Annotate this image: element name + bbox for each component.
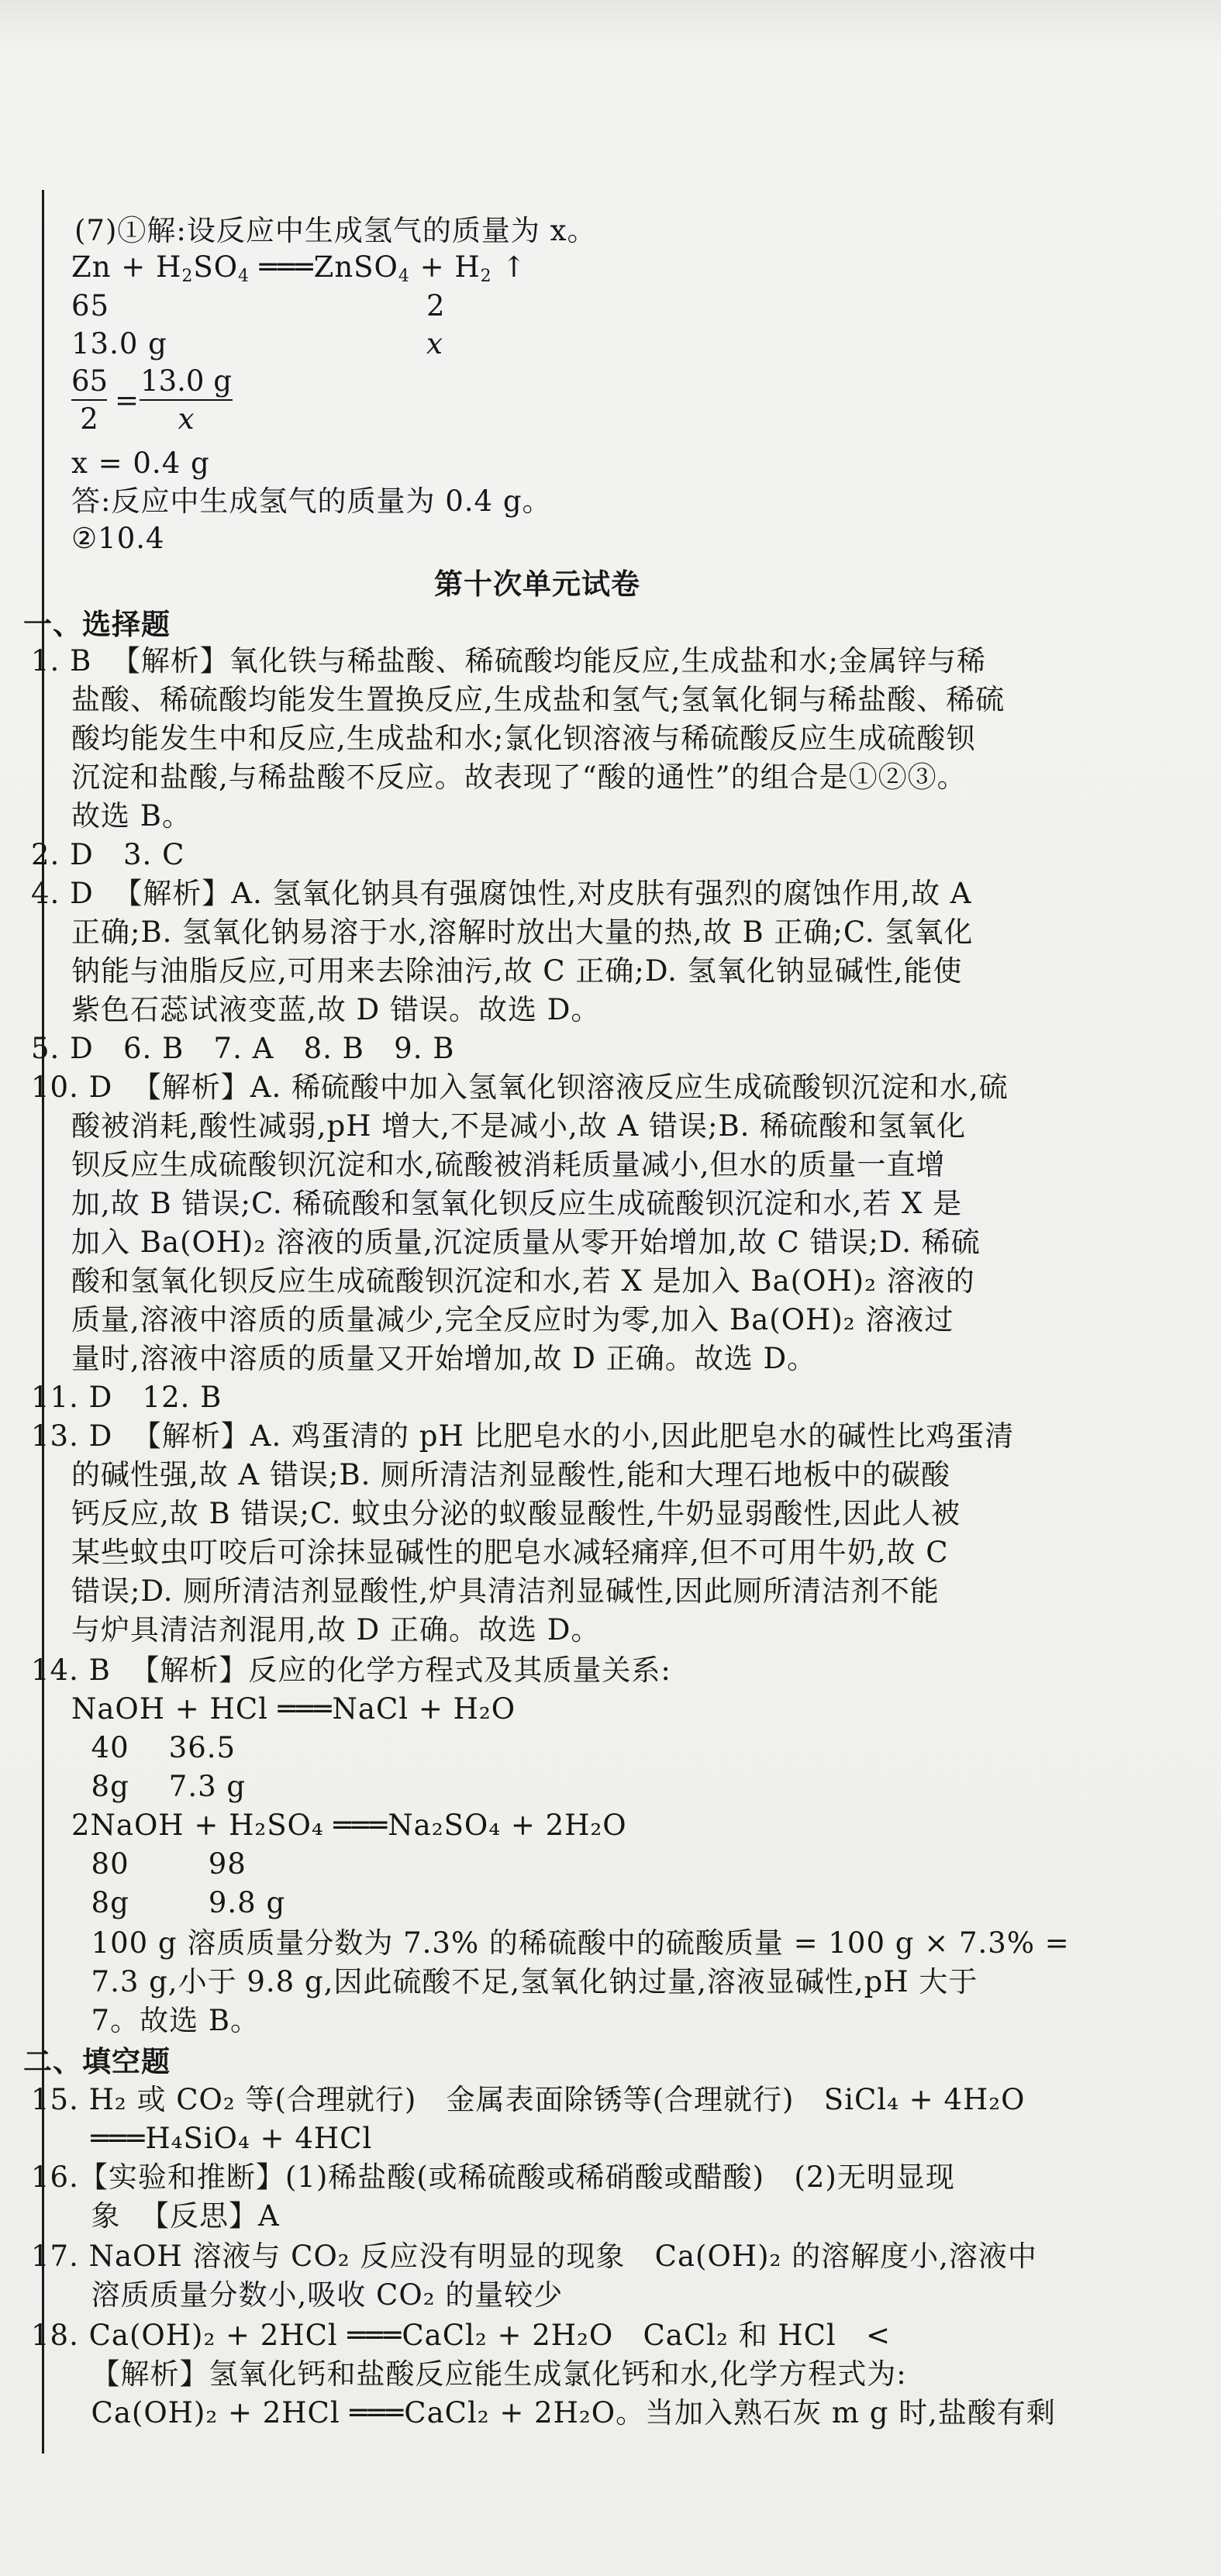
q11-12-answers: 11. D 12. B (31, 1381, 222, 1414)
q1-line: 酸均能发生中和反应,生成盐和水;氯化钡溶液与稀硫酸反应生成硫酸钡 (71, 722, 976, 755)
q10-line: 量时,溶液中溶质的质量又开始增加,故 D 正确。故选 D。 (71, 1342, 817, 1375)
q10-line: 酸被消耗,酸性减弱,pH 增大,不是减小,故 A 错误;B. 稀硫酸和氢氧化 (71, 1109, 967, 1143)
q10-line: 钡反应生成硫酸钡沉淀和水,硫酸被消耗质量减小,但水的质量一直增 (71, 1148, 946, 1181)
q18-line: 【解析】氢氧化钙和盐酸反应能生成氯化钙和水,化学方程式为: (71, 2357, 907, 2391)
fraction-bar (71, 399, 107, 401)
q14-mass-2: 8g 9.8 g (71, 1886, 286, 1919)
q7-equation: $Zn + H_2SO_4$ ═══ZnSO$_4$ + $H_2$ ↑ (71, 250, 527, 286)
q15-line: ═══H₄SiO₄ + 4HCl (71, 2122, 373, 2155)
q18-line: 18. Ca(OH)₂ + 2HCl ═══CaCl₂ + 2H₂O CaCl₂ 和 HCl < (31, 2319, 892, 2352)
q13-line: 钙反应,故 B 错误;C. 蚊虫分泌的蚁酸显酸性,牛奶显弱酸性,因此人被 (71, 1497, 961, 1530)
section-title: 第十次单元试卷 (434, 567, 640, 601)
q10-line: 10. D 【解析】A. 稀硫酸中加入氢氧化钡溶液反应生成硫酸钡沉淀和水,硫 (31, 1071, 1009, 1104)
q17-line: 溶质质量分数小,吸收 CO₂ 的量较少 (71, 2278, 564, 2312)
section-choice-heading: 一、选择题 (23, 607, 171, 641)
q7-molar-2: 2 (426, 289, 446, 322)
q13-line: 错误;D. 厕所清洁剂显酸性,炉具清洁剂显碱性,因此厕所清洁剂不能 (71, 1574, 940, 1608)
q4-line: 钠能与油脂反应,可用来去除油污,故 C 正确;D. 氢氧化钠显碱性,能使 (71, 954, 963, 988)
q4-line: 紫色石蕊试液变蓝,故 D 错误。故选 D。 (71, 993, 601, 1026)
q14-molar-1: 40 36.5 (71, 1731, 236, 1764)
q18-line: Ca(OH)₂ + 2HCl ═══CaCl₂ + 2H₂O。当加入熟石灰 m g 时,盐酸有剩 (71, 2396, 1056, 2429)
q10-line: 酸和氢氧化钡反应生成硫酸钡沉淀和水,若 X 是加入 Ba(OH)₂ 溶液的 (71, 1264, 975, 1298)
fraction-denominator: 2 (80, 402, 98, 436)
fraction-denominator: x (178, 402, 195, 436)
q7-fraction-right (140, 364, 233, 436)
q1-line: 1. B 【解析】氧化铁与稀盐酸、稀硫酸均能反应,生成盐和水;金属锌与稀 (31, 644, 987, 678)
q7-mass-x: x (426, 327, 443, 360)
q14-text: 7。故选 B。 (71, 2004, 260, 2037)
q16-line: 象 【反思】A (71, 2199, 280, 2233)
q14-molar-2: 80 98 (71, 1847, 247, 1881)
q17-line: 17. NaOH 溶液与 CO₂ 反应没有明显的现象 Ca(OH)₂ 的溶解度小,溶液中 (31, 2240, 1037, 2273)
q4-line: 正确;B. 氢氧化钠易溶于水,溶解时放出大量的热,故 B 正确;C. 氢氧化 (71, 916, 974, 949)
q10-line: 加入 Ba(OH)₂ 溶液的质量,沉淀质量从零开始增加,故 C 错误;D. 稀硫 (71, 1226, 981, 1259)
q13-line: 的碱性强,故 A 错误;B. 厕所清洁剂显酸性,能和大理石地板中的碳酸 (71, 1458, 950, 1491)
q7-part2: ②10.4 (71, 522, 165, 555)
q15-line: 15. H₂ 或 CO₂ 等(合理就行) 金属表面除锈等(合理就行) SiCl₄ + 4H₂O (31, 2083, 1026, 2116)
q13-line: 与炉具清洁剂混用,故 D 正确。故选 D。 (71, 1613, 601, 1647)
q10-line: 加,故 B 错误;C. 稀硫酸和氢氧化钡反应生成硫酸钡沉淀和水,若 X 是 (71, 1187, 963, 1220)
q1-line: 故选 B。 (71, 799, 191, 833)
q16-line: 16.【实验和推断】(1)稀盐酸(或稀硫酸或稀硝酸或醋酸) (2)无明显现 (31, 2160, 955, 2194)
q14-intro: 14. B 【解析】反应的化学方程式及其质量关系: (31, 1654, 671, 1687)
q14-equation-2: 2NaOH + H₂SO₄ ═══Na₂SO₄ + 2H₂O (71, 1809, 627, 1842)
q14-mass-1: 8g 7.3 g (71, 1770, 247, 1803)
section-fill-heading: 二、填空题 (23, 2044, 171, 2078)
q14-text: 7.3 g,小于 9.8 g,因此硫酸不足,氢氧化钠过量,溶液显碱性,pH 大于 (71, 1965, 978, 1998)
fraction-bar (140, 399, 233, 401)
q7-molar-65: 65 (71, 289, 110, 322)
page-shadow (0, 0, 1221, 54)
q5-9-answers: 5. D 6. B 7. A 8. B 9. B (31, 1032, 455, 1065)
q7-equals: = (115, 384, 140, 417)
q7-mass-13: 13.0 g (71, 327, 167, 360)
q13-line: 某些蚊虫叮咬后可涂抹显碱性的肥皂水减轻痛痒,但不可用牛奶,故 C (71, 1536, 949, 1569)
q7-fraction-left (71, 364, 107, 436)
q7-answer: 答:反应中生成氢气的质量为 0.4 g。 (71, 485, 552, 518)
q7-intro: (7)①解:设反应中生成氢气的质量为 x。 (74, 214, 597, 247)
q7-result: x = 0.4 g (71, 447, 210, 480)
fraction-numerator: 13.0 g (140, 364, 232, 398)
q14-text: 100 g 溶质质量分数为 7.3% 的稀硫酸中的硫酸质量 = 100 g × 7.3% = (71, 1926, 1070, 1960)
q2-3-answers: 2. D 3. C (31, 838, 185, 871)
fraction-numerator: 65 (71, 364, 109, 398)
q1-line: 盐酸、稀硫酸均能发生置换反应,生成盐和氢气;氢氧化铜与稀盐酸、稀硫 (71, 683, 1005, 716)
q14-equation-1: NaOH + HCl ═══NaCl + H₂O (71, 1692, 516, 1726)
q10-line: 质量,溶液中溶质的质量减少,完全反应时为零,加入 Ba(OH)₂ 溶液过 (71, 1303, 954, 1336)
q4-line: 4. D 【解析】A. 氢氧化钠具有强腐蚀性,对皮肤有强烈的腐蚀作用,故 A (31, 877, 972, 910)
q1-line: 沉淀和盐酸,与稀盐酸不反应。故表现了“酸的通性”的组合是①②③。 (71, 760, 967, 794)
q13-line: 13. D 【解析】A. 鸡蛋清的 pH 比肥皂水的小,因此肥皂水的碱性比鸡蛋清 (31, 1419, 1015, 1453)
